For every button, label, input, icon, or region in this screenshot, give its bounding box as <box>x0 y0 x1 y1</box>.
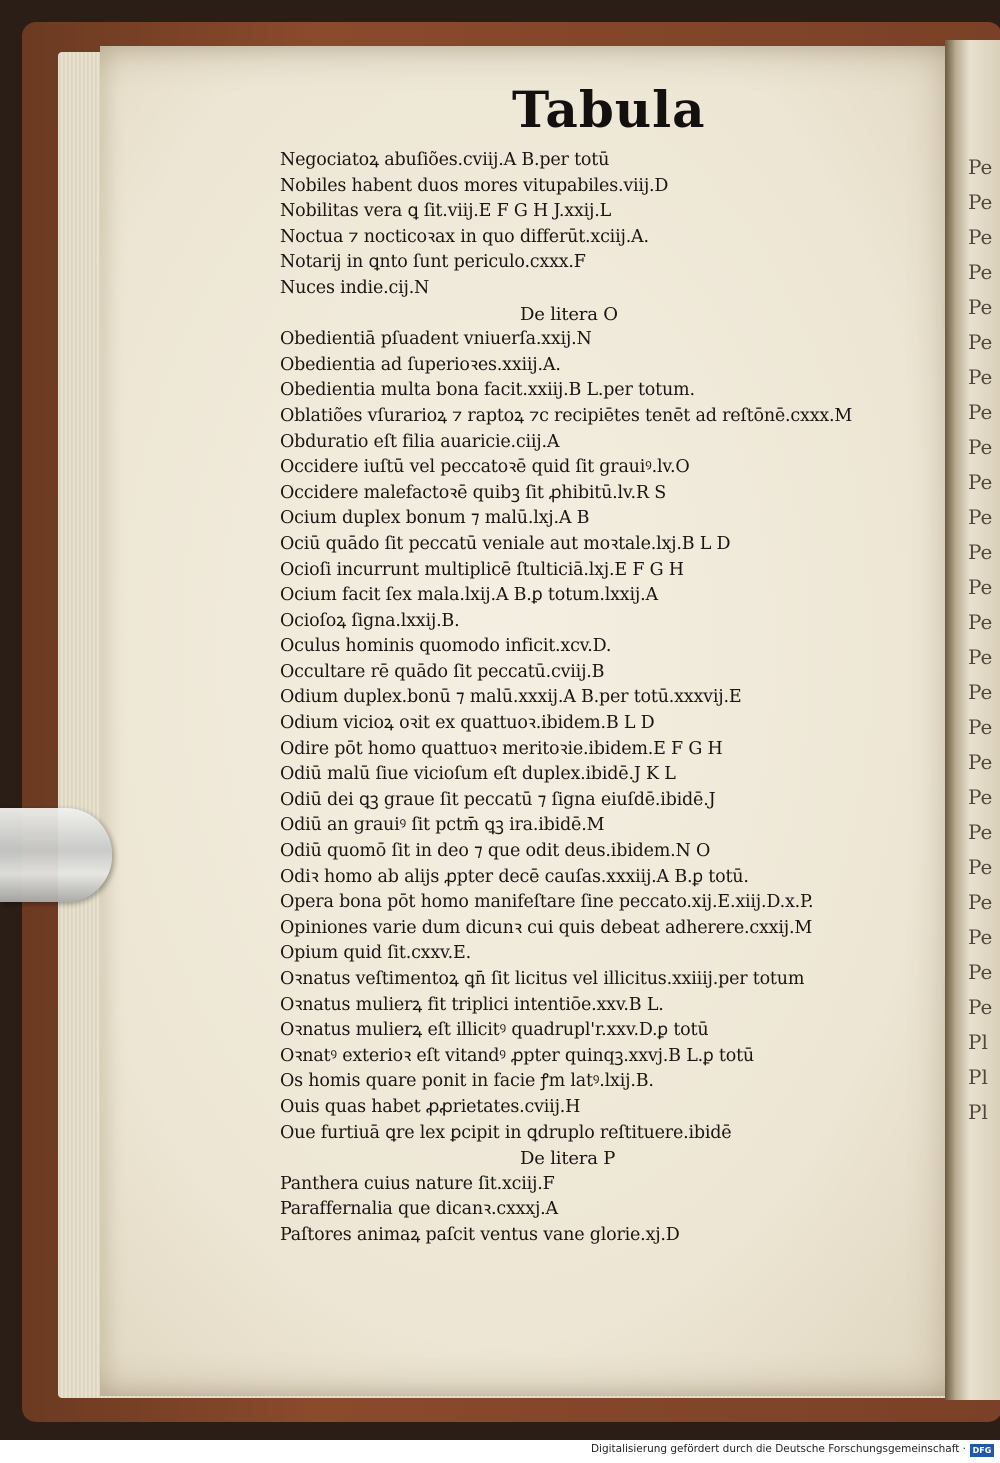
footer-credit: Digitalisierung gefördert durch die Deutsche Forschungsgemeinschaft · <box>590 1443 966 1455</box>
page-title: Tabula <box>512 80 706 139</box>
index-entry: Oblatiões vſurarioꝝ ⁊ raptoꝝ ⁊c recipiētes tenēt ad reſtōnē.cxxx.M <box>280 405 853 426</box>
index-entry: Oꝛnatus mulierꝝ eſt illicitꝰ quadrupl'r.xxv.D.ꝑ totū <box>280 1020 709 1041</box>
index-entry: Oꝛnatꝰ exterioꝛ eſt vitandꝰ ꝓpter quinqꝫ.xxvj.B L.ꝑ totū <box>280 1045 754 1066</box>
right-edge-fragment: Pe <box>968 505 993 529</box>
index-entry: Occidere iuſtū vel peccatoꝛē quid ſit grauiꝰ.lv.O <box>280 457 690 478</box>
index-entry: Paſtores animaꝝ paſcit ventus vane glorie.xj.D <box>280 1224 680 1245</box>
bookmark-clip <box>0 808 112 902</box>
index-entry: Os homis quare ponit in facie ꝭm latꝰ.lxij.B. <box>280 1071 654 1092</box>
index-entry: Odiū dei ꝗꝫ graue ſit peccatū ⁊ ſigna eiuſdē.ibidē.J <box>280 789 716 810</box>
right-edge-fragment: Pe <box>968 750 993 774</box>
index-entry: Ouis quas habet ꝓꝓrietates.cviij.H <box>280 1096 581 1117</box>
index-entry: Paraffernalia que dicanꝛ.cxxxj.A <box>280 1199 558 1220</box>
right-edge-fragment: Pe <box>968 435 993 459</box>
index-entry: Oue furtiuā ꝗre lex ꝑcipit in ꝗdruplo reſtituere.ibidē <box>280 1122 732 1143</box>
index-entry: Obduratio eſt filia auaricie.ciij.A <box>280 431 560 452</box>
index-entry: Oꝛnatus veſtimentoꝝ ꝗn̄ ſit licitus vel illicitus.xxiiij.per totum <box>280 969 805 989</box>
index-entry: Obedientiā pſuadent vniuerſa.xxij.N <box>280 329 592 350</box>
index-entry: Obedientia ad ſuperioꝛes.xxiij.A. <box>280 354 561 375</box>
index-entries <box>280 148 940 1249</box>
right-edge-fragment: Pe <box>968 400 993 424</box>
index-entry: Odium duplex.bonū ⁊ malū.xxxij.A B.per totū.xxxvij.E <box>280 687 742 708</box>
right-edge-fragment: Pe <box>968 715 993 739</box>
right-edge-fragment: Pe <box>968 645 993 669</box>
right-edge-fragment: Pl <box>968 1100 988 1124</box>
index-entry: Opium quid ſit.cxxv.E. <box>280 943 471 964</box>
index-entry: Noctua ⁊ nocticoꝛax in quo differūt.xciij.A. <box>280 226 649 247</box>
right-edge-fragment: Pe <box>968 470 993 494</box>
index-entry: Nuces indie.cij.N <box>280 277 430 298</box>
index-entry: Ociū quādo ſit peccatū veniale aut moꝛtale.lxj.B L D <box>280 533 731 554</box>
index-entry: Opera bona pōt homo manifeſtare ſine peccato.xij.E.xiij.D.x.P. <box>280 892 814 913</box>
section-heading: De litera P <box>520 1148 616 1170</box>
right-edge-fragment: Pe <box>968 890 993 914</box>
index-entry: Ocioſi incurrunt multiplicē ſtulticiā.lxj.E F G H <box>280 559 684 580</box>
right-edge-fragment: Pe <box>968 680 993 704</box>
right-edge-fragment: Pe <box>968 260 993 284</box>
index-entry: Opiniones varie dum dicunꝛ cui quis debeat adherere.cxxij.M <box>280 917 813 938</box>
right-edge-fragment: Pe <box>968 855 993 879</box>
index-entry: Occultare rē quādo ſit peccatū.cviij.B <box>280 661 605 682</box>
index-entry: Odiū an grauiꝰ ſit pctm̄ ꝗꝫ ira.ibidē.M <box>280 815 605 836</box>
index-entry: Odire pōt homo quattuoꝛ meritoꝛie.ibidem.E F G H <box>280 738 723 759</box>
index-entry: Oculus hominis quomodo inficit.xcv.D. <box>280 636 612 657</box>
index-entry: Odium vicioꝝ oꝛit ex quattuoꝛ.ibidem.B L D <box>280 713 655 734</box>
right-edge-fragment: Pl <box>968 1030 988 1054</box>
index-entry: Oꝛnatus mulierꝝ fit triplici intentiōe.xxv.B L. <box>280 994 664 1015</box>
index-entry: Ocium duplex bonum ⁊ malū.lxj.A B <box>280 508 590 529</box>
dfg-logo[interactable]: DFG <box>970 1444 994 1457</box>
index-entry: Negociatoꝝ abuſiões.cviij.A B.per totū <box>280 150 610 170</box>
section-heading: De litera O <box>520 303 618 325</box>
right-edge-fragment: Pe <box>968 330 993 354</box>
index-entry: Nobilitas vera ꝗ ſit.viij.E F G H J.xxij.L <box>280 201 612 222</box>
index-entry: Odiū malū ſiue vicioſum eſt duplex.ibidē.J K L <box>280 764 676 785</box>
right-edge-fragment: Pe <box>968 225 993 249</box>
right-edge-fragment: Pe <box>968 820 993 844</box>
index-entry: Odiꝛ homo ab alijs ꝓpter decē cauſas.xxxiij.A B.ꝑ totū. <box>280 866 749 887</box>
index-entry: Panthera cuius nature ſit.xciij.F <box>280 1173 555 1194</box>
right-edge-fragment: Pe <box>968 925 993 949</box>
right-edge-fragment: Pe <box>968 540 993 564</box>
index-entry: Notarij in ꝗnto ſunt periculo.cxxx.F <box>280 252 586 273</box>
right-edge-fragment: Pe <box>968 190 993 214</box>
index-entry: Occidere malefactoꝛē quibꝫ ſit ꝓhibitū.lv.R S <box>280 482 667 503</box>
index-entry: Obedientia multa bona facit.xxiij.B L.per totum. <box>280 380 695 401</box>
index-entry: Ocium facit ſex mala.lxij.A B.ꝑ totum.lxxij.A <box>280 585 658 606</box>
right-edge-fragment: Pe <box>968 155 993 179</box>
right-edge-fragment: Pe <box>968 995 993 1019</box>
right-edge-fragment: Pe <box>968 575 993 599</box>
right-edge-fragment: Pe <box>968 960 993 984</box>
right-page-edge-text <box>968 150 1000 1150</box>
index-entry: Odiū quomō ſit in deo ⁊ que odit deus.ibidem.N O <box>280 841 711 862</box>
right-edge-fragment: Pe <box>968 785 993 809</box>
index-entry: Nobiles habent duos mores vitupabiles.viij.D <box>280 175 669 196</box>
right-edge-fragment: Pe <box>968 365 993 389</box>
right-edge-fragment: Pe <box>968 610 993 634</box>
right-edge-fragment: Pl <box>968 1065 988 1089</box>
index-entry: Ocioſoꝝ ſigna.lxxij.B. <box>280 610 460 631</box>
right-edge-fragment: Pe <box>968 295 993 319</box>
